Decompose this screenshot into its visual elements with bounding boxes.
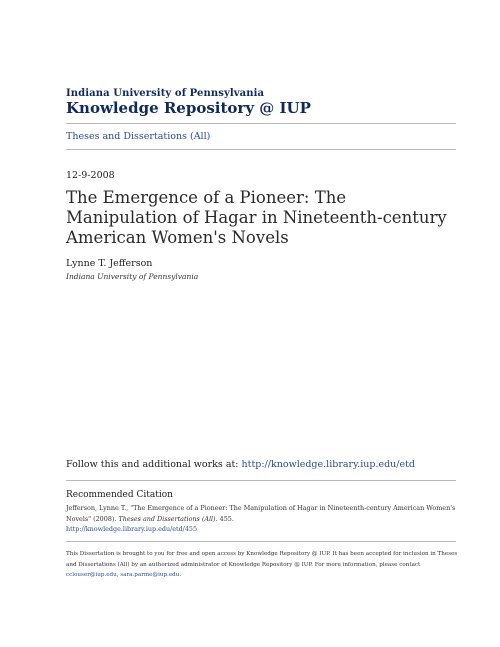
follow-prefix: Follow this and additional works at: (66, 459, 242, 470)
document-title: The Emergence of a Pioneer: The Manipulation of Hagar in Nineteenth-century American Women's Novels (66, 188, 447, 247)
email-separator: , (116, 572, 121, 578)
repository-name[interactable]: Knowledge Repository @ IUP (66, 99, 311, 117)
publication-date: 12-9-2008 (66, 170, 115, 181)
institution-name: Indiana University of Pennsylvania (66, 88, 265, 99)
series-link[interactable]: Theses and Dissertations (All) (66, 131, 211, 142)
contact-email-2[interactable]: sara.parme@iup.edu (120, 572, 180, 578)
follow-divider (66, 480, 456, 481)
contact-email-1[interactable]: cclouser@iup.edu (66, 572, 117, 578)
citation-journal: Theses and Dissertations (All) (118, 514, 216, 523)
follow-line (66, 459, 415, 470)
notice-text: This Dissertation is brought to you for free and open access by Knowledge Repository @ IUP. It has been accepted for inclusion in Theses and Dissertations (All) by an authorized administrator of Knowledge Repository @ IUP. For more information, please contact (66, 551, 458, 568)
access-notice (66, 549, 458, 581)
recommended-citation-heading: Recommended Citation (66, 490, 173, 500)
follow-link[interactable]: http://knowledge.library.iup.edu/etd (241, 459, 415, 470)
citation-body: Jefferson, Lynne T., "The Emergence of a Pioneer: The Manipulation of Hagar in Nineteenth-century American Women's Novels" (2008). (66, 504, 456, 523)
citation-number: . 455. (215, 514, 234, 523)
author-affiliation: Indiana University of Pennsylvania (66, 272, 199, 281)
citation-divider (66, 541, 456, 542)
citation-link[interactable]: http://knowledge.library.iup.edu/etd/455 (66, 525, 198, 533)
series-divider (66, 149, 456, 150)
author-name: Lynne T. Jefferson (66, 258, 153, 269)
top-divider (66, 123, 456, 124)
citation-text (66, 503, 458, 535)
notice-end: . (179, 572, 182, 578)
